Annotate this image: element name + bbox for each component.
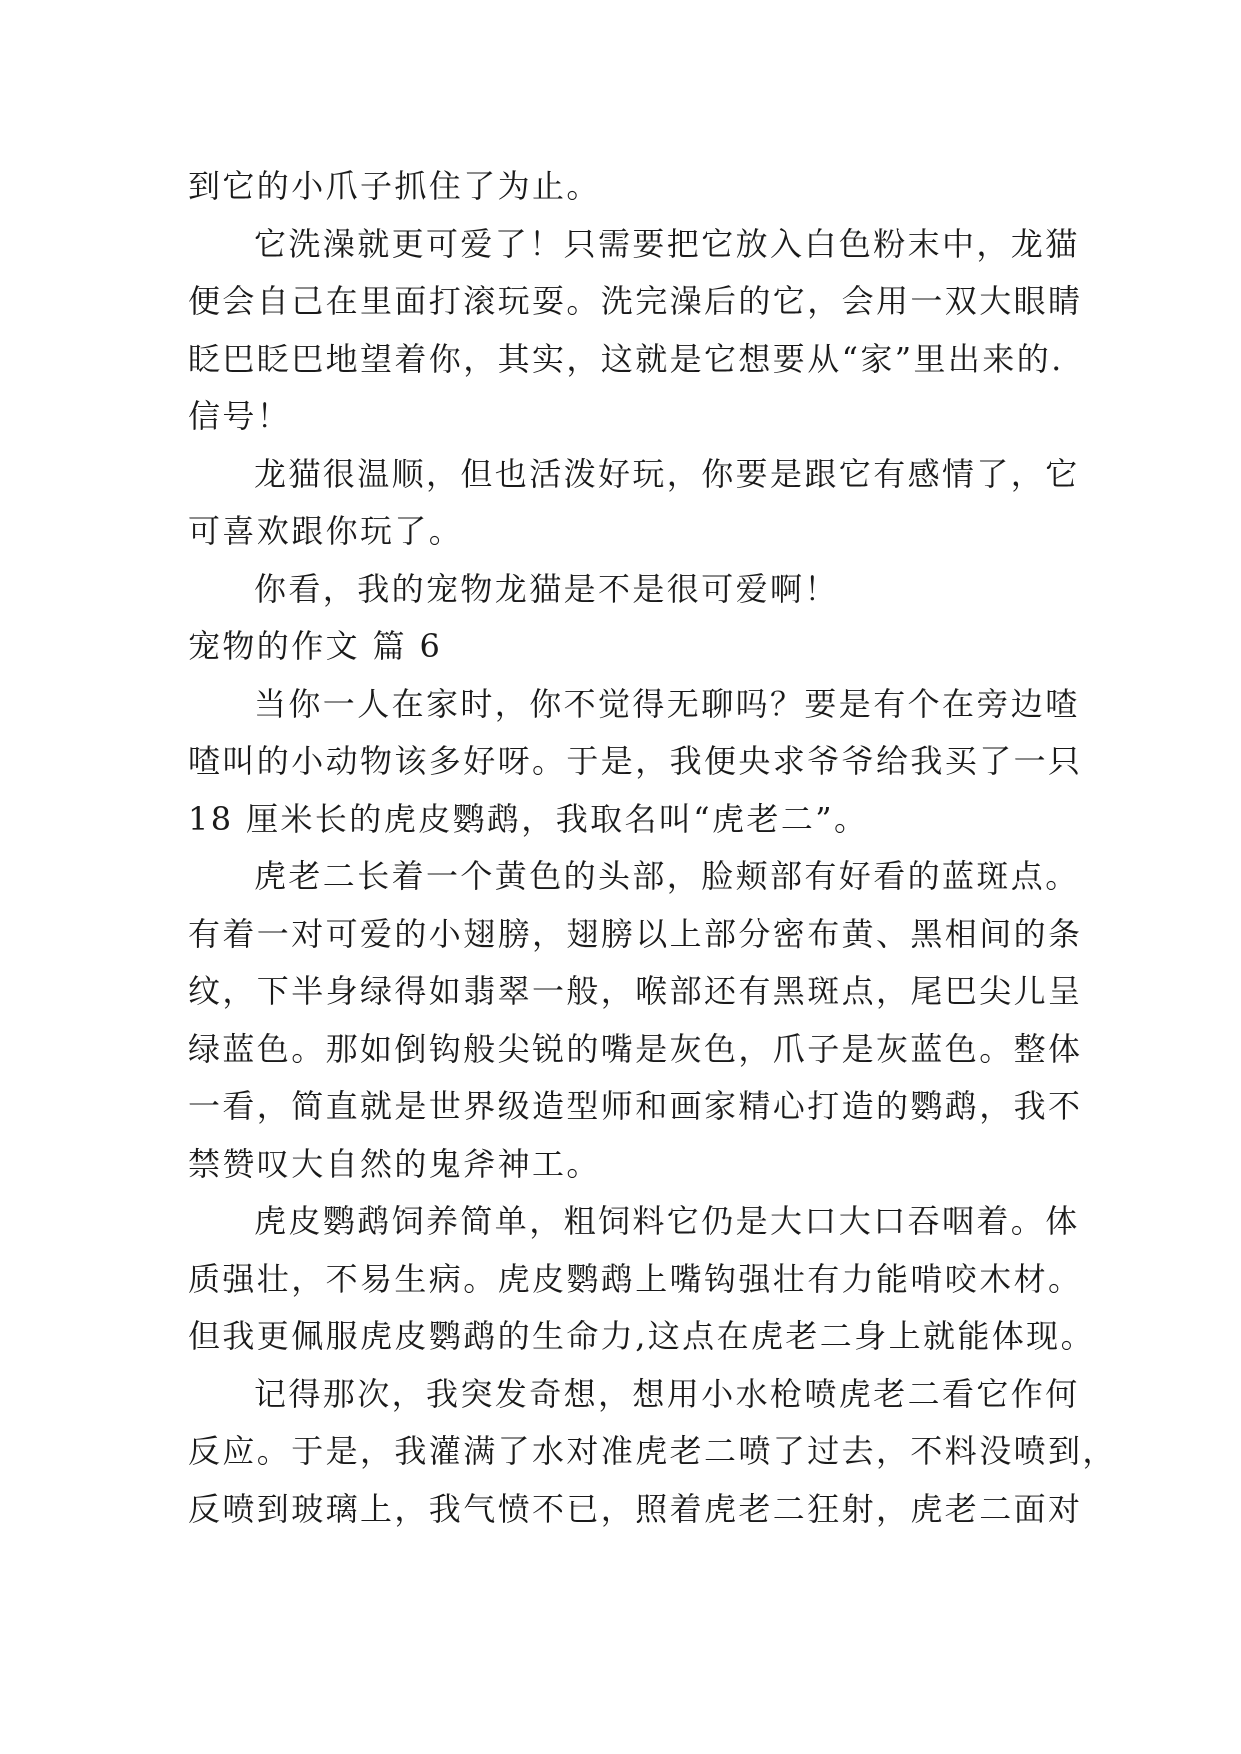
document-body [188, 158, 1117, 1538]
paragraph-start-line: 龙猫很温顺，但也活泼好玩，你要是跟它有感情了，它 [254, 454, 1080, 493]
paragraph-start-line: 记得那次，我突发奇想，想用小水枪喷虎老二看它作何 [254, 1374, 1080, 1413]
text-line: 反喷到玻璃上，我气愤不已，照着虎老二狂射，虎老二面对 [188, 1489, 1083, 1528]
text-line: 一看，简直就是世界级造型师和画家精心打造的鹦鹉，我不 [188, 1087, 1083, 1125]
text-line: 绿蓝色。那如倒钩般尖锐的嘴是灰色，爪子是灰蓝色。整体 [188, 1029, 1083, 1068]
paragraph-start-line: 虎皮鹦鹉饲养简单，粗饲料它仍是大口大口吞咽着。体 [254, 1202, 1080, 1240]
text-line: 但我更佩服虎皮鹦鹉的生命力,这点在虎老二身上就能体现。 [188, 1317, 1095, 1355]
text-line: 可喜欢跟你玩了。 [188, 512, 464, 550]
text-line: 质强壮，不易生病。虎皮鹦鹉上嘴钩强壮有力能啃咬木材。 [188, 1259, 1083, 1298]
text-line: 眨巴眨巴地望着你，其实，这就是它想要从“家”里出来的. [188, 339, 1064, 378]
text-line: 到它的小爪子抓住了为止。 [188, 167, 601, 205]
paragraph-start-line: 当你一人在家时，你不觉得无聊吗？要是有个在旁边喳 [254, 684, 1080, 723]
text-line: 反应。于是，我灌满了水对准虎老二喷了过去，不料没喷到， [188, 1432, 1117, 1470]
text-line: 便会自己在里面打滚玩耍。洗完澡后的它，会用一双大眼睛 [188, 282, 1083, 320]
text-line: 纹，下半身绿得如翡翠一般，喉部还有黑斑点，尾巴尖儿呈 [188, 972, 1083, 1010]
text-line: 喳叫的小动物该多好呀。于是，我便央求爷爷给我买了一只 [188, 742, 1083, 780]
text-line: 有着一对可爱的小翅膀，翅膀以上部分密布黄、黑相间的条 [188, 914, 1083, 953]
text-line: 18 厘米长的虎皮鹦鹉，我取名叫“虎老二”。 [188, 799, 869, 838]
text-line: 禁赞叹大自然的鬼斧神工。 [188, 1144, 601, 1183]
paragraph-start-line: 你看，我的宠物龙猫是不是很可爱啊！ [254, 569, 839, 608]
section-heading: 宠物的作文 篇 6 [188, 627, 443, 665]
paragraph-start-line: 虎老二长着一个黄色的头部，脸颊部有好看的蓝斑点。 [254, 857, 1080, 895]
paragraph-start-line: 它洗澡就更可爱了！只需要把它放入白色粉末中，龙猫 [254, 224, 1080, 263]
text-line: 信号！ [188, 397, 292, 435]
